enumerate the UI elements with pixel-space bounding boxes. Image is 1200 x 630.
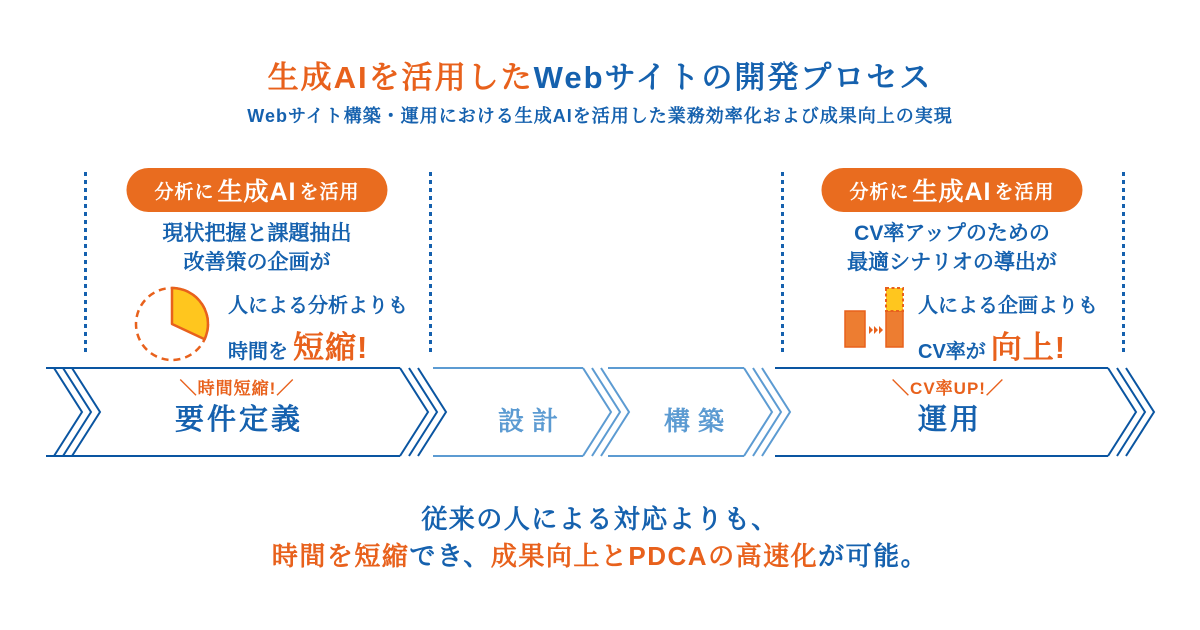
left-caption-line2 — [228, 322, 408, 367]
badge-suffix: を活用 — [994, 181, 1055, 203]
step-callout-time-saving: ＼時間短縮!／ — [179, 379, 295, 398]
left-caption-emphasis: 短縮! — [293, 330, 369, 365]
page-subtitle: Webサイト構築・運用における生成AIを活用した業務効率化および成果向上の実現 — [247, 106, 953, 126]
arrow-dot-2 — [874, 326, 878, 334]
dotted-divider-3 — [781, 172, 784, 352]
right-description-line2: 最適シナリオの導出が — [847, 251, 1057, 274]
footer-connector-1: でき、 — [409, 541, 491, 571]
left-description — [163, 219, 352, 277]
right-caption-prefix: CV率が — [918, 341, 986, 363]
bar-after-growth — [886, 288, 903, 311]
right-caption-line2 — [918, 322, 1098, 367]
dotted-divider-4 — [1122, 172, 1125, 352]
step-label-operation: 運用 — [917, 404, 983, 436]
footer-highlight-pdca: 成果向上とPDCAの高速化 — [490, 541, 819, 571]
page-title — [268, 52, 933, 97]
pie-chart-icon — [132, 282, 212, 362]
right-description — [847, 219, 1057, 277]
step-label-design: 設計 — [497, 406, 567, 436]
left-caption — [228, 289, 408, 367]
left-description-line2: 改善策の企画が — [183, 251, 331, 274]
title-accent: 生成AIを活用した — [267, 60, 534, 95]
ai-usage-badge-left — [126, 168, 387, 212]
left-caption-line1: 人による分析よりも — [228, 295, 408, 317]
title-main: Webサイトの開発プロセス — [533, 60, 933, 95]
footer-highlight-time: 時間を短縮 — [271, 541, 410, 571]
right-caption — [918, 289, 1098, 367]
right-caption-line1: 人による企画よりも — [918, 295, 1098, 317]
badge-prefix: 分析に — [154, 181, 215, 203]
dotted-divider-2 — [429, 172, 432, 352]
ai-usage-badge-right — [821, 168, 1082, 212]
badge-emphasis: 生成AI — [912, 178, 992, 206]
badge-prefix: 分析に — [849, 181, 910, 203]
right-description-line1: CV率アップのための — [854, 222, 1050, 245]
pie-slice — [172, 288, 208, 339]
step-label-requirements: 要件定義 — [174, 404, 304, 436]
bar-chart-icon — [842, 286, 904, 350]
footer-connector-2: が可能。 — [818, 541, 929, 571]
right-caption-emphasis: 向上! — [990, 330, 1067, 365]
badge-suffix: を活用 — [299, 181, 360, 203]
footer-line-2 — [272, 536, 928, 573]
dotted-divider-1 — [84, 172, 87, 352]
bar-after-base — [886, 311, 903, 347]
left-caption-prefix: 時間を — [228, 341, 288, 363]
step-label-build: 構築 — [663, 406, 733, 436]
left-description-line1: 現状把握と課題抽出 — [162, 222, 352, 245]
bar-before — [845, 311, 865, 347]
badge-emphasis: 生成AI — [217, 178, 297, 206]
arrow-dot-3 — [879, 326, 883, 334]
footer-line-1: 従来の人による対応よりも、 — [421, 504, 779, 534]
step-callout-cv-up: ＼CV率UP!／ — [892, 379, 1004, 398]
arrow-dot-1 — [869, 326, 873, 334]
